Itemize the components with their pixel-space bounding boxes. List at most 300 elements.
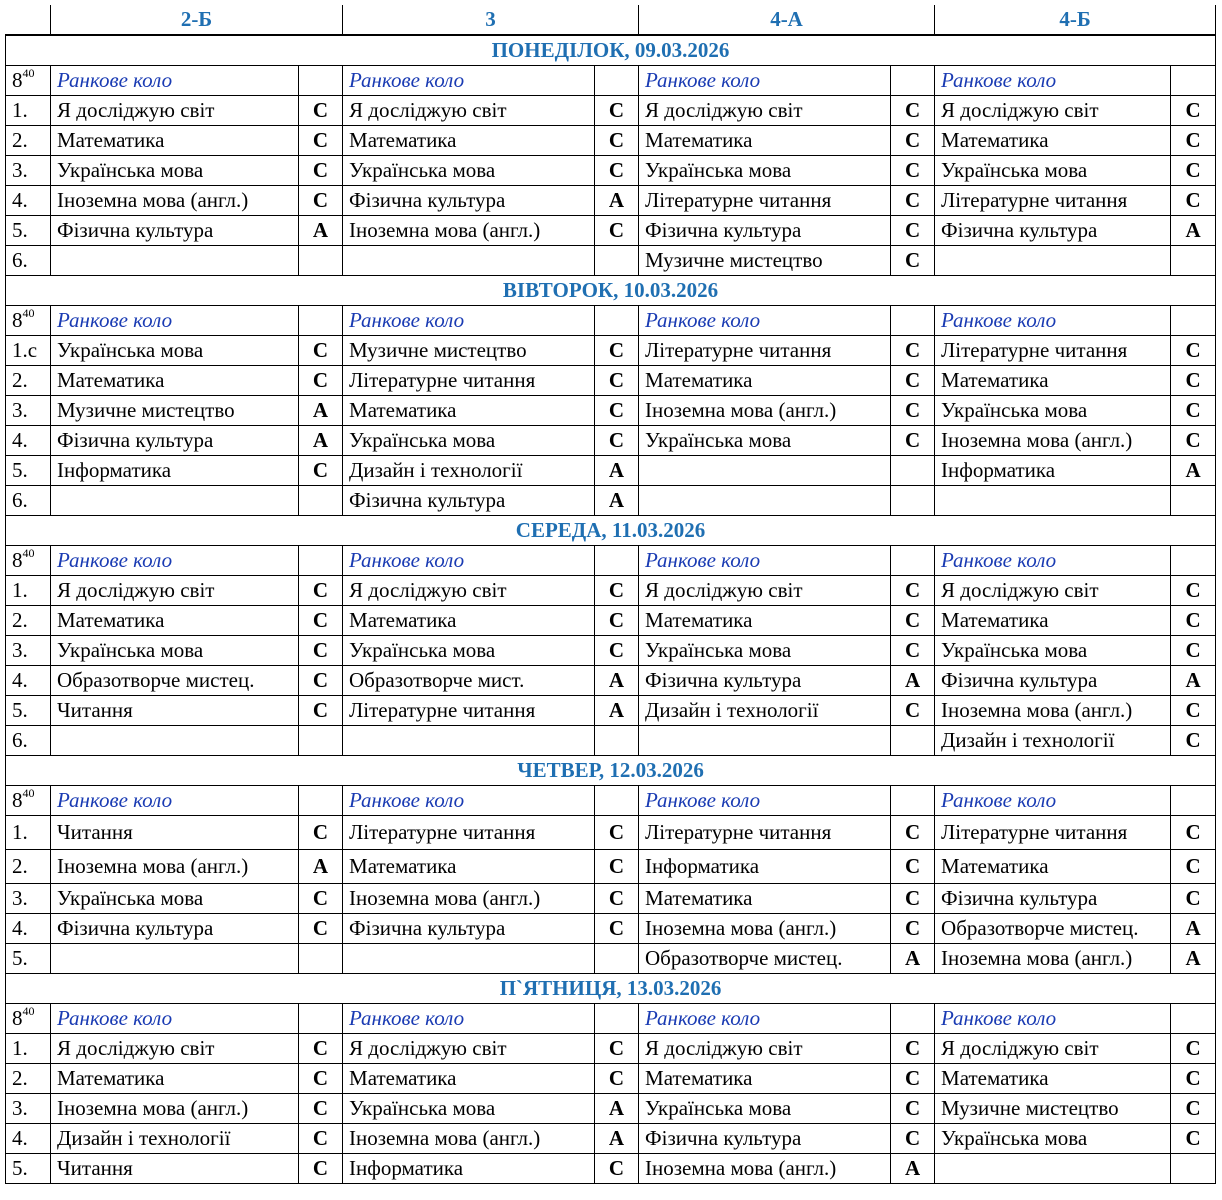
period-number (6, 1154, 51, 1184)
subject-cell: Інформатика (639, 850, 891, 884)
lesson-mode-cell: С (891, 636, 935, 666)
lesson-mode-cell: С (299, 696, 343, 726)
lesson-mode-cell: С (299, 1124, 343, 1154)
subject-cell: Музичне мистецтво (935, 1094, 1171, 1124)
lesson-mode-cell: С (595, 1064, 639, 1094)
lesson-mode-cell: С (891, 1094, 935, 1124)
lesson-mode-cell: С (299, 126, 343, 156)
subject-cell: Іноземна мова (англ.) (343, 1124, 595, 1154)
period-number (6, 606, 51, 636)
lesson-mode-cell: С (891, 816, 935, 850)
lesson-mode-cell (299, 546, 343, 576)
lesson-mode-cell: С (1171, 606, 1216, 636)
lesson-mode-cell: С (891, 914, 935, 944)
lesson-mode-cell: С (595, 366, 639, 396)
lesson-mode-cell: С (595, 850, 639, 884)
period-label: 3. (12, 886, 28, 910)
lesson-mode-cell: С (595, 576, 639, 606)
lesson-mode-cell: С (891, 336, 935, 366)
lesson-row (6, 396, 1216, 426)
subject-cell: Я досліджую світ (935, 576, 1171, 606)
period-number (6, 216, 51, 246)
lesson-mode-cell: А (595, 1124, 639, 1154)
period-label: 4. (12, 668, 28, 692)
lesson-row (6, 426, 1216, 456)
lesson-mode-cell: С (891, 696, 935, 726)
lesson-mode-cell: С (299, 606, 343, 636)
lesson-mode-cell (595, 944, 639, 974)
subject-cell (51, 486, 299, 516)
subject-cell: Образотворче мистец. (639, 944, 891, 974)
subject-cell: Математика (935, 366, 1171, 396)
period-minutes: 40 (22, 306, 35, 320)
period-number (6, 396, 51, 426)
lesson-mode-cell: А (595, 486, 639, 516)
subject-cell: Ранкове коло (343, 66, 595, 96)
subject-cell: Математика (51, 126, 299, 156)
subject-cell: Ранкове коло (51, 786, 299, 816)
subject-cell: Математика (639, 884, 891, 914)
period-label: 8 (12, 308, 23, 332)
subject-cell: Математика (935, 126, 1171, 156)
lesson-row (6, 96, 1216, 126)
lesson-mode-cell (595, 66, 639, 96)
period-minutes: 40 (22, 786, 35, 800)
subject-cell: Іноземна мова (англ.) (639, 1154, 891, 1184)
lesson-mode-cell (299, 306, 343, 336)
subject-cell: Математика (343, 850, 595, 884)
period-minutes: 40 (22, 1004, 35, 1018)
subject-cell: Іноземна мова (англ.) (935, 944, 1171, 974)
period-label: 3. (12, 1096, 28, 1120)
lesson-mode-cell: С (891, 396, 935, 426)
lesson-mode-cell: С (891, 96, 935, 126)
subject-cell: Я досліджую світ (935, 1034, 1171, 1064)
subject-cell: Фізична культура (935, 216, 1171, 246)
subject-cell: Ранкове коло (935, 306, 1171, 336)
subject-cell (51, 944, 299, 974)
period-number (6, 426, 51, 456)
lesson-mode-cell: С (595, 884, 639, 914)
period-label: 3. (12, 398, 28, 422)
lesson-row (6, 486, 1216, 516)
lesson-mode-cell (299, 786, 343, 816)
subject-cell: Іноземна мова (англ.) (639, 914, 891, 944)
lesson-mode-cell (595, 546, 639, 576)
subject-cell: Літературне читання (935, 336, 1171, 366)
day-title: П`ЯТНИЦЯ, 13.03.2026 (6, 974, 1216, 1004)
lesson-mode-cell: С (299, 1064, 343, 1094)
lesson-mode-cell: С (891, 246, 935, 276)
subject-cell: Ранкове коло (935, 66, 1171, 96)
subject-cell: Українська мова (343, 636, 595, 666)
period-number (6, 914, 51, 944)
lesson-mode-cell: С (891, 850, 935, 884)
period-label: 2. (12, 608, 28, 632)
lesson-mode-cell: С (891, 1064, 935, 1094)
lesson-mode-cell: С (1171, 576, 1216, 606)
subject-cell: Ранкове коло (51, 306, 299, 336)
lesson-row (6, 1034, 1216, 1064)
subject-cell: Математика (639, 606, 891, 636)
lesson-mode-cell (299, 1004, 343, 1034)
day-title: ЧЕТВЕР, 12.03.2026 (6, 756, 1216, 786)
day-title: ПОНЕДІЛОК, 09.03.2026 (6, 35, 1216, 66)
period-number (6, 884, 51, 914)
subject-cell: Іноземна мова (англ.) (343, 884, 595, 914)
lesson-mode-cell: А (891, 944, 935, 974)
lesson-mode-cell: С (1171, 850, 1216, 884)
subject-cell: Українська мова (935, 1124, 1171, 1154)
subject-cell: Українська мова (343, 156, 595, 186)
subject-cell: Фізична культура (639, 666, 891, 696)
lesson-mode-cell: С (891, 576, 935, 606)
lesson-mode-cell: А (1171, 944, 1216, 974)
period-label: 6. (12, 728, 28, 752)
subject-cell: Літературне читання (639, 336, 891, 366)
day-header-row (6, 974, 1216, 1004)
lesson-mode-cell: А (1171, 216, 1216, 246)
lesson-row (6, 884, 1216, 914)
subject-cell: Фізична культура (639, 216, 891, 246)
subject-cell: Математика (51, 606, 299, 636)
lesson-mode-cell: А (595, 186, 639, 216)
subject-cell: Іноземна мова (англ.) (343, 216, 595, 246)
lesson-row (6, 456, 1216, 486)
lesson-mode-cell: С (1171, 1124, 1216, 1154)
lesson-mode-cell: С (595, 126, 639, 156)
period-label: 8 (12, 68, 23, 92)
period-label: 4. (12, 916, 28, 940)
class-header-row (6, 5, 1216, 35)
lesson-mode-cell: А (595, 666, 639, 696)
subject-cell (935, 486, 1171, 516)
subject-cell (343, 944, 595, 974)
lesson-mode-cell: С (1171, 1064, 1216, 1094)
period-number (6, 66, 51, 96)
lesson-mode-cell: С (891, 156, 935, 186)
lesson-row (6, 914, 1216, 944)
lesson-mode-cell: С (299, 96, 343, 126)
subject-cell: Математика (639, 1064, 891, 1094)
subject-cell: Математика (343, 606, 595, 636)
subject-cell: Математика (935, 606, 1171, 636)
lesson-mode-cell (595, 726, 639, 756)
lesson-mode-cell: А (1171, 666, 1216, 696)
lesson-mode-cell: С (595, 336, 639, 366)
subject-cell: Фізична культура (51, 216, 299, 246)
subject-cell: Математика (343, 1064, 595, 1094)
period-label: 5. (12, 1156, 28, 1180)
period-label: 2. (12, 1066, 28, 1090)
lesson-mode-cell: С (595, 156, 639, 186)
lesson-mode-cell: А (595, 1094, 639, 1124)
subject-cell: Фізична культура (935, 666, 1171, 696)
lesson-mode-cell: А (299, 850, 343, 884)
subject-cell: Ранкове коло (639, 786, 891, 816)
period-label: 5. (12, 218, 28, 242)
period-number (6, 1094, 51, 1124)
period-label: 8 (12, 548, 23, 572)
subject-cell: Фізична культура (343, 186, 595, 216)
period-number (6, 456, 51, 486)
subject-cell: Читання (51, 696, 299, 726)
subject-cell: Інформатика (935, 456, 1171, 486)
subject-cell: Ранкове коло (51, 66, 299, 96)
lesson-mode-cell: С (299, 576, 343, 606)
day-header-row (6, 35, 1216, 66)
subject-cell: Ранкове коло (935, 1004, 1171, 1034)
subject-cell: Ранкове коло (639, 66, 891, 96)
subject-cell: Я досліджую світ (639, 576, 891, 606)
subject-cell: Музичне мистецтво (639, 246, 891, 276)
subject-cell: Музичне мистецтво (51, 396, 299, 426)
lesson-mode-cell: С (299, 816, 343, 850)
subject-cell: Образотворче мистец. (935, 914, 1171, 944)
class-header-4b: 4-Б (935, 5, 1216, 35)
lesson-mode-cell: С (299, 1094, 343, 1124)
subject-cell: Математика (343, 396, 595, 426)
day-header-row (6, 756, 1216, 786)
period-number (6, 1034, 51, 1064)
subject-cell: Математика (51, 366, 299, 396)
lesson-mode-cell (1171, 786, 1216, 816)
lesson-mode-cell (891, 66, 935, 96)
subject-cell: Ранкове коло (343, 546, 595, 576)
lesson-row (6, 1064, 1216, 1094)
subject-cell: Фізична культура (51, 914, 299, 944)
subject-cell: Образотворче мистец. (51, 666, 299, 696)
period-number (6, 1004, 51, 1034)
period-number (6, 850, 51, 884)
lesson-mode-cell (299, 246, 343, 276)
subject-cell: Іноземна мова (англ.) (51, 186, 299, 216)
period-label: 6. (12, 248, 28, 272)
period-label: 5. (12, 946, 28, 970)
lesson-row (6, 636, 1216, 666)
subject-cell: Ранкове коло (639, 306, 891, 336)
lesson-mode-cell: С (299, 636, 343, 666)
subject-cell: Я досліджую світ (343, 1034, 595, 1064)
lesson-mode-cell (1171, 246, 1216, 276)
period-label: 8 (12, 1006, 23, 1030)
period-label: 1. (12, 578, 28, 602)
lesson-mode-cell (891, 456, 935, 486)
subject-cell: Я досліджую світ (935, 96, 1171, 126)
period-number (6, 246, 51, 276)
subject-cell: Ранкове коло (51, 546, 299, 576)
subject-cell: Ранкове коло (639, 1004, 891, 1034)
period-number (6, 126, 51, 156)
subject-cell (51, 246, 299, 276)
lesson-mode-cell: С (299, 884, 343, 914)
timetable-body (6, 35, 1216, 1184)
lesson-mode-cell (299, 66, 343, 96)
morning-circle-row (6, 1004, 1216, 1034)
subject-cell: Українська мова (51, 156, 299, 186)
period-number (6, 944, 51, 974)
subject-cell: Ранкове коло (935, 786, 1171, 816)
subject-cell: Математика (51, 1064, 299, 1094)
subject-cell (51, 726, 299, 756)
period-label: 3. (12, 158, 28, 182)
corner-cell (6, 5, 51, 35)
lesson-mode-cell (1171, 66, 1216, 96)
subject-cell: Я досліджую світ (51, 1034, 299, 1064)
period-number (6, 1064, 51, 1094)
lesson-row (6, 246, 1216, 276)
lesson-mode-cell: С (299, 1154, 343, 1184)
class-header-2b: 2-Б (51, 5, 343, 35)
lesson-mode-cell: С (1171, 96, 1216, 126)
lesson-mode-cell: С (595, 426, 639, 456)
subject-cell: Фізична культура (935, 884, 1171, 914)
lesson-mode-cell (891, 546, 935, 576)
period-label: 2. (12, 854, 28, 878)
subject-cell (639, 486, 891, 516)
subject-cell (343, 726, 595, 756)
lesson-mode-cell (299, 944, 343, 974)
subject-cell: Українська мова (51, 884, 299, 914)
lesson-mode-cell: С (595, 96, 639, 126)
subject-cell: Іноземна мова (англ.) (639, 396, 891, 426)
lesson-mode-cell: С (1171, 426, 1216, 456)
subject-cell: Математика (639, 366, 891, 396)
lesson-mode-cell: С (1171, 156, 1216, 186)
timetable (5, 5, 1216, 1184)
subject-cell: Дизайн і технології (343, 456, 595, 486)
subject-cell (343, 246, 595, 276)
subject-cell: Українська мова (343, 426, 595, 456)
lesson-mode-cell: А (891, 666, 935, 696)
lesson-mode-cell (1171, 306, 1216, 336)
lesson-mode-cell: С (1171, 126, 1216, 156)
lesson-mode-cell: С (299, 186, 343, 216)
lesson-row (6, 1094, 1216, 1124)
lesson-mode-cell: С (891, 1034, 935, 1064)
subject-cell: Дизайн і технології (639, 696, 891, 726)
period-label: 4. (12, 1126, 28, 1150)
period-number (6, 366, 51, 396)
subject-cell: Дизайн і технології (935, 726, 1171, 756)
lesson-row (6, 944, 1216, 974)
lesson-mode-cell (1171, 1154, 1216, 1184)
lesson-mode-cell (299, 486, 343, 516)
period-label: 1. (12, 1036, 28, 1060)
period-number (6, 486, 51, 516)
lesson-mode-cell: С (1171, 884, 1216, 914)
subject-cell: Ранкове коло (343, 786, 595, 816)
lesson-row (6, 336, 1216, 366)
subject-cell: Українська мова (935, 156, 1171, 186)
lesson-mode-cell: А (299, 426, 343, 456)
lesson-mode-cell: А (595, 456, 639, 486)
subject-cell: Я досліджую світ (639, 96, 891, 126)
lesson-mode-cell: А (1171, 914, 1216, 944)
lesson-mode-cell: С (595, 914, 639, 944)
subject-cell: Дизайн і технології (51, 1124, 299, 1154)
lesson-row (6, 186, 1216, 216)
lesson-mode-cell: А (299, 216, 343, 246)
period-label: 5. (12, 458, 28, 482)
period-label: 5. (12, 698, 28, 722)
lesson-mode-cell: С (891, 884, 935, 914)
lesson-row (6, 696, 1216, 726)
lesson-mode-cell: С (1171, 696, 1216, 726)
lesson-mode-cell: С (891, 216, 935, 246)
morning-circle-row (6, 66, 1216, 96)
subject-cell: Ранкове коло (639, 546, 891, 576)
subject-cell: Ранкове коло (51, 1004, 299, 1034)
lesson-row (6, 126, 1216, 156)
period-number (6, 696, 51, 726)
lesson-mode-cell (595, 1004, 639, 1034)
lesson-mode-cell: С (891, 366, 935, 396)
class-header-3: 3 (343, 5, 639, 35)
subject-cell: Українська мова (343, 1094, 595, 1124)
lesson-mode-cell (595, 246, 639, 276)
subject-cell: Українська мова (639, 1094, 891, 1124)
subject-cell: Літературне читання (343, 816, 595, 850)
subject-cell: Фізична культура (343, 486, 595, 516)
lesson-mode-cell (891, 486, 935, 516)
subject-cell: Фізична культура (639, 1124, 891, 1154)
subject-cell: Ранкове коло (343, 306, 595, 336)
period-number (6, 156, 51, 186)
subject-cell: Інформатика (343, 1154, 595, 1184)
subject-cell: Літературне читання (343, 696, 595, 726)
subject-cell (935, 1154, 1171, 1184)
period-minutes: 40 (22, 66, 35, 80)
subject-cell: Фізична культура (51, 426, 299, 456)
subject-cell: Образотворче мист. (343, 666, 595, 696)
subject-cell: Я досліджую світ (51, 576, 299, 606)
lesson-mode-cell: А (1171, 456, 1216, 486)
day-header-row (6, 276, 1216, 306)
lesson-mode-cell: С (891, 1124, 935, 1154)
period-minutes: 40 (22, 546, 35, 560)
lesson-row (6, 1154, 1216, 1184)
period-number (6, 666, 51, 696)
period-number (6, 546, 51, 576)
subject-cell: Українська мова (639, 426, 891, 456)
day-header-row (6, 516, 1216, 546)
lesson-mode-cell: С (1171, 336, 1216, 366)
subject-cell: Літературне читання (935, 186, 1171, 216)
class-header-4a: 4-А (639, 5, 935, 35)
lesson-mode-cell: С (595, 636, 639, 666)
subject-cell: Математика (935, 1064, 1171, 1094)
subject-cell: Ранкове коло (935, 546, 1171, 576)
lesson-mode-cell: С (299, 336, 343, 366)
lesson-mode-cell (299, 726, 343, 756)
subject-cell (639, 456, 891, 486)
subject-cell: Я досліджую світ (51, 96, 299, 126)
period-number (6, 816, 51, 850)
lesson-mode-cell: С (595, 816, 639, 850)
lesson-mode-cell: С (299, 366, 343, 396)
subject-cell: Математика (343, 126, 595, 156)
morning-circle-row (6, 546, 1216, 576)
lesson-row (6, 366, 1216, 396)
subject-cell: Літературне читання (935, 816, 1171, 850)
subject-cell: Я досліджую світ (343, 576, 595, 606)
lesson-mode-cell: С (891, 126, 935, 156)
lesson-row (6, 216, 1216, 246)
lesson-mode-cell: С (891, 186, 935, 216)
period-number (6, 786, 51, 816)
lesson-mode-cell: С (891, 426, 935, 456)
